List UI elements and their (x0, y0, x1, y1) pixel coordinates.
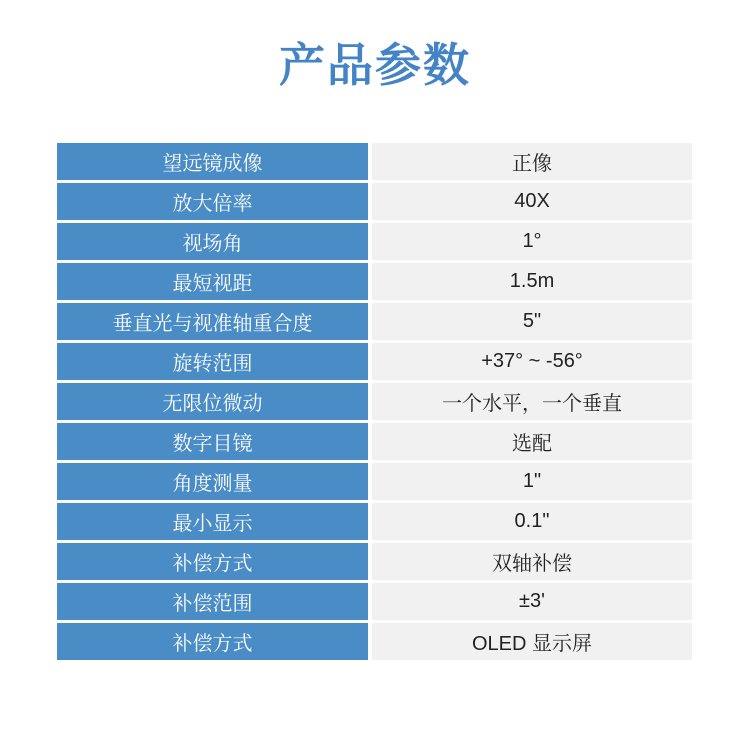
spec-value: 选配 (372, 423, 692, 460)
spec-value: 1.5m (372, 263, 692, 300)
table-row (57, 423, 692, 460)
spec-value: 正像 (372, 143, 692, 180)
spec-label: 补偿范围 (57, 583, 368, 620)
table-row (57, 303, 692, 340)
table-row (57, 143, 692, 180)
spec-label: 望远镜成像 (57, 143, 368, 180)
table-row (57, 503, 692, 540)
page-title: 产品参数 (279, 38, 471, 92)
spec-label: 数字目镜 (57, 423, 368, 460)
table-row (57, 263, 692, 300)
table-row (57, 343, 692, 380)
spec-label: 最小显示 (57, 503, 368, 540)
table-row (57, 223, 692, 260)
spec-label: 补偿方式 (57, 623, 368, 660)
table-row (57, 623, 692, 660)
spec-value: 一个水平，一个垂直 (372, 383, 692, 420)
spec-label: 视场角 (57, 223, 368, 260)
spec-value: 40X (372, 183, 692, 220)
spec-table (57, 143, 692, 663)
spec-value: 1° (372, 223, 692, 260)
spec-value: 双轴补偿 (372, 543, 692, 580)
table-row (57, 183, 692, 220)
table-row (57, 383, 692, 420)
spec-label: 放大倍率 (57, 183, 368, 220)
spec-label: 无限位微动 (57, 383, 368, 420)
spec-value: +37° ~ -56° (372, 343, 692, 380)
spec-label: 补偿方式 (57, 543, 368, 580)
table-row (57, 463, 692, 500)
table-row (57, 583, 692, 620)
spec-value: OLED 显示屏 (372, 623, 692, 660)
spec-value: ±3' (372, 583, 692, 620)
spec-value: 0.1" (372, 503, 692, 540)
spec-label: 旋转范围 (57, 343, 368, 380)
spec-label: 垂直光与视准轴重合度 (57, 303, 368, 340)
spec-value: 1" (372, 463, 692, 500)
table-row (57, 543, 692, 580)
spec-value: 5" (372, 303, 692, 340)
spec-label: 角度测量 (57, 463, 368, 500)
spec-label: 最短视距 (57, 263, 368, 300)
